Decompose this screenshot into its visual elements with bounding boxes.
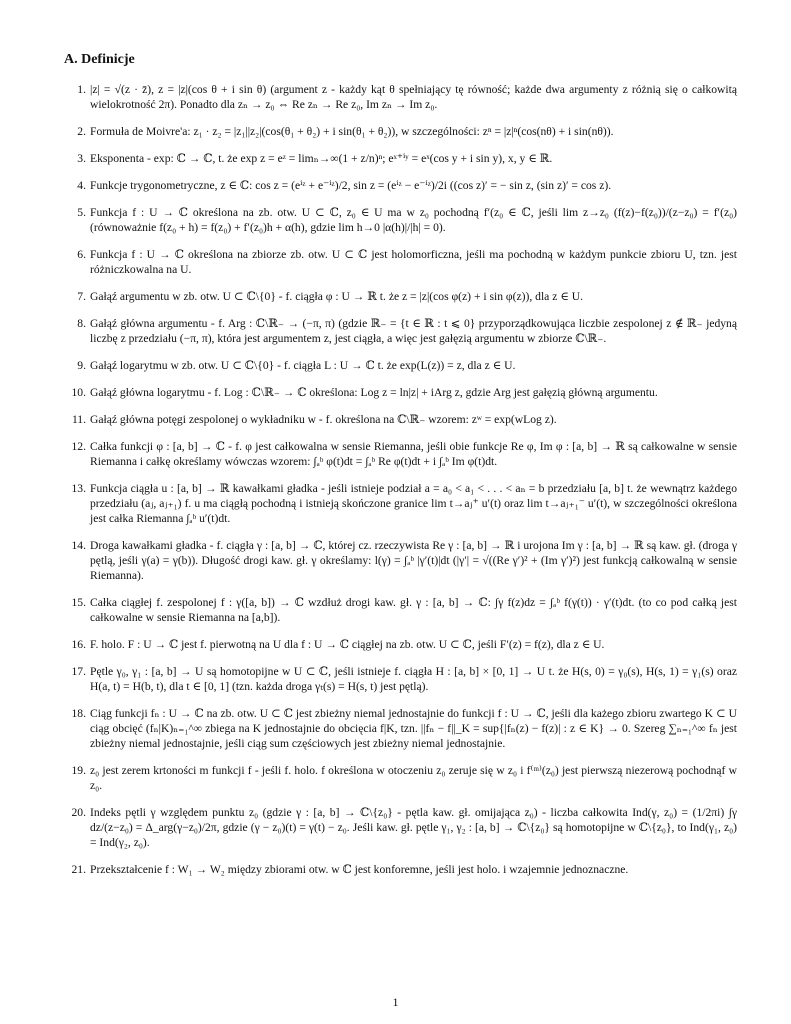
definition-number: 9. (77, 359, 86, 372)
definition-number: 8. (77, 317, 86, 330)
definition-number: 19. (71, 764, 86, 777)
definition-item (64, 124, 737, 139)
definition-number: 1. (77, 83, 86, 96)
definition-item (64, 664, 737, 694)
definition-number: 12. (71, 440, 86, 453)
definition-item (64, 316, 737, 346)
definition-item (64, 178, 737, 193)
definition-text: Funkcje trygonometryczne, z ∈ ℂ: cos z = (eⁱᶻ + e⁻ⁱᶻ)/2, sin z = (eⁱᶻ − e⁻ⁱᶻ)/2i ((cos z)′ = − sin z, (sin z)′ = cos z). (90, 179, 612, 192)
definition-item (64, 205, 737, 235)
definition-text: Gałąź logarytmu w zb. otw. U ⊂ ℂ\{0} - f. ciągła L : U → ℂ t. że exp(L(z)) = z, dla z ∈ U. (90, 359, 516, 372)
definitions-list (64, 82, 737, 877)
definition-text: Całka ciągłej f. zespolonej f : γ([a, b]) → ℂ wzdłuż drogi kaw. gł. γ : [a, b] → ℂ: ∫γ f(z)dz = ∫ₐᵇ f(γ(t)) · γ′(t)dt. (to co pod całką jest całkowalne w sensie Riemanna na [a,b]). (90, 596, 737, 624)
definition-number: 20. (71, 806, 86, 819)
definition-item (64, 862, 737, 877)
definition-text: Formuła de Moivre'a: z₁ · z₂ = |z₁||z₂|(cos(θ₁ + θ₂) + i sin(θ₁ + θ₂)), w szczególności: zⁿ = |z|ⁿ(cos(nθ) + i sin(nθ)). (90, 125, 614, 138)
definition-text: Gałąź główna logarytmu - f. Log : ℂ\ℝ₋ → ℂ określona: Log z = ln|z| + iArg z, gdzie Arg jest gałęzią główną argumentu. (90, 386, 658, 399)
definition-number: 10. (71, 386, 86, 399)
definition-item (64, 805, 737, 850)
definition-item (64, 439, 737, 469)
definition-number: 3. (77, 152, 86, 165)
page-number: 1 (392, 995, 399, 1009)
definition-item (64, 481, 737, 526)
definition-number: 2. (77, 125, 86, 138)
definition-text: Funkcja ciągła u : [a, b] → ℝ kawałkami gładka - jeśli istnieje podział a = a₀ < a₁ < . . . < aₙ = b przedziału [a, b] t. że wewnątrz każdego przedziału (aⱼ, aⱼ₊₁) f. u ma ciągłą pochodną i istnieją skończone granice lim t→aⱼ⁺ u′(t) oraz lim t→aⱼ₊₁⁻ u′(t), w szczególności określona jest całka Riemanna ∫ₐᵇ u′(t)dt. (90, 482, 737, 525)
definition-item (64, 763, 737, 793)
definition-number: 16. (71, 638, 86, 651)
definition-text: |z| = √(z · z̄), z = |z|(cos θ + i sin θ) (argument z - każdy kąt θ spełniający tę równość; każde dwa argumenty z różnią się o całkowitą wielokrotność 2π). Ponadto dla zₙ → z₀ ⇔ Re zₙ → Re z₀, Im zₙ → Im z₀. (90, 83, 737, 111)
definition-number: 11. (71, 413, 86, 426)
definition-number: 14. (71, 539, 86, 552)
definition-text: Przekształcenie f : W₁ → W₂ między zbiorami otw. w ℂ jest konforemne, jeśli jest holo. i wzajemnie jednoznaczne. (90, 863, 629, 876)
definition-number: 13. (71, 482, 86, 495)
definition-text: Gałąź argumentu w zb. otw. U ⊂ ℂ\{0} - f. ciągła φ : U → ℝ t. że z = |z|(cos φ(z) + i sin φ(z)), dla z ∈ U. (90, 290, 584, 303)
definition-item (64, 385, 737, 400)
definition-item (64, 151, 737, 166)
definition-text: Funkcja f : U → ℂ określona na zb. otw. U ⊂ ℂ, z₀ ∈ U ma w z₀ pochodną f′(z₀ ∈ ℂ, jeśli lim z→z₀ (f(z)−f(z₀))/(z−z₀) = f′(z₀) (równoważnie f(z₀ + h) = f(z₀) + f′(z₀)h + α(h), gdzie lim h→0 |α(h)|/|h| = 0). (90, 206, 737, 234)
definition-item (64, 595, 737, 625)
definition-number: 17. (71, 665, 86, 678)
definition-item (64, 82, 737, 112)
definition-number: 15. (71, 596, 86, 609)
definition-item (64, 358, 737, 373)
definition-number: 21. (71, 863, 86, 876)
definition-number: 4. (77, 179, 86, 192)
definition-text: Gałąź główna potęgi zespolonej o wykładniku w - f. określona na ℂ\ℝ₋ wzorem: zʷ = exp(wLog z). (90, 413, 557, 426)
definition-item (64, 637, 737, 652)
definition-item (64, 247, 737, 277)
definition-number: 7. (77, 290, 86, 303)
definition-text: F. holo. F : U → ℂ jest f. pierwotną na U dla f : U → ℂ ciągłej na zb. otw. U ⊂ ℂ, jeśli F′(z) = f(z), dla z ∈ U. (90, 638, 605, 651)
definition-number: 18. (71, 707, 86, 720)
definition-text: Indeks pętli γ względem punktu z₀ (gdzie γ : [a, b] → ℂ\{z₀} - pętla kaw. gł. omijająca z₀) - liczba całkowita Ind(γ, z₀) = (1/2πi) ∫γ dz/(z−z₀) = Δ_arg(γ−z₀)/2π, gdzie (γ − z₀)(t) = γ(t) − z₀. Jeśli kaw. gł. pętle γ₁, γ₂ : [a, b] → ℂ\{z₀} są homotopijne w ℂ\{z₀}, to Ind(γ₁, z₀) = Ind(γ₂, z₀). (90, 806, 737, 849)
definition-number: 5. (77, 206, 86, 219)
definition-text: Gałąź główna argumentu - f. Arg : ℂ\ℝ₋ → (−π, π) (gdzie ℝ₋ = {t ∈ ℝ : t ⩽ 0} przyporządkowująca liczbie zespolonej z ∉ ℝ₋ jedyną liczbę z przedziału (−π, π), która jest argumentem z, jest ciągła, a więc jest gałęzią argumentu w zbiorze ℂ\ℝ₋. (90, 317, 737, 345)
definition-item (64, 706, 737, 751)
definition-text: Droga kawałkami gładka - f. ciągła γ : [a, b] → ℂ, której cz. rzeczywista Re γ : [a, b] → ℝ i urojona Im γ : [a, b] → ℝ są kaw. gł. (droga γ pętlą, jeśli γ(a) = γ(b)). Długość drogi kaw. gł. γ określamy: l(γ) = ∫ₐᵇ |γ′(t)|dt (|γ′| = √((Re γ′)² + (Im γ′)²) jest funkcją całkowalną w sensie Riemanna). (90, 539, 737, 582)
definition-text: Pętle γ₀, γ₁ : [a, b] → U są homotopijne w U ⊂ ℂ, jeśli istnieje f. ciągła H : [a, b] × [0, 1] → U t. że H(s, 0) = γ₀(s), H(s, 1) = γ₁(s) oraz H(a, t) = H(b, t), dla t ∈ [0, 1] (tzn. każda droga γₜ(s) = H(s, t) jest pętlą). (90, 665, 737, 693)
definition-number: 6. (77, 248, 86, 261)
definition-text: Eksponenta - exp: ℂ → ℂ, t. że exp z = eᶻ = limₙ→∞(1 + z/n)ⁿ; eˣ⁺ⁱʸ = eˣ(cos y + i sin y), x, y ∈ ℝ. (90, 152, 553, 165)
definition-text: Funkcja f : U → ℂ określona na zbiorze zb. otw. U ⊂ ℂ jest holomorficzna, jeśli ma pochodną w każdym punkcie zbioru U, tzn. jest różniczkowalna na U. (90, 248, 737, 276)
definition-text: Ciąg funkcji fₙ : U → ℂ na zb. otw. U ⊂ ℂ jest zbieżny niemal jednostajnie do funkcji f : U → ℂ, jeśli dla każego zbioru zwartego K ⊂ U ciąg obcięć (fₙ|K)ₙ₌₁^∞ zbiega na K jednostajnie do obcięcia f|K, tzn. ||fₙ − f||_K = sup{|fₙ(z) − f(z)| : z ∈ K} → 0. Szereg ∑ₙ₌₁^∞ fₙ jest zbieżny niemal jednostajnie, jeśli ciąg sum częściowych jest zbieżny niemal jednostajnie. (90, 707, 737, 750)
definition-text: z₀ jest zerem krtoności m funkcji f - jeśli f. holo. f określona w otoczeniu z₀ zeruje się w z₀ i f⁽ᵐ⁾(z₀) jest pierwszą niezerową pochodnąf w z₀. (90, 764, 737, 792)
definition-item (64, 289, 737, 304)
definition-text: Całka funkcji φ : [a, b] → ℂ - f. φ jest całkowalna w sensie Riemanna, jeśli obie funkcje Re φ, Im φ : [a, b] → ℝ są całkowalne w sensie Riemanna i całkę określamy wówczas wzorem: ∫ₐᵇ φ(t)dt = ∫ₐᵇ Re φ(t)dt + i ∫ₐᵇ Im φ(t)dt. (90, 440, 737, 468)
definition-item (64, 412, 737, 427)
section-title: A. Definicje (64, 52, 135, 67)
definition-item (64, 538, 737, 583)
